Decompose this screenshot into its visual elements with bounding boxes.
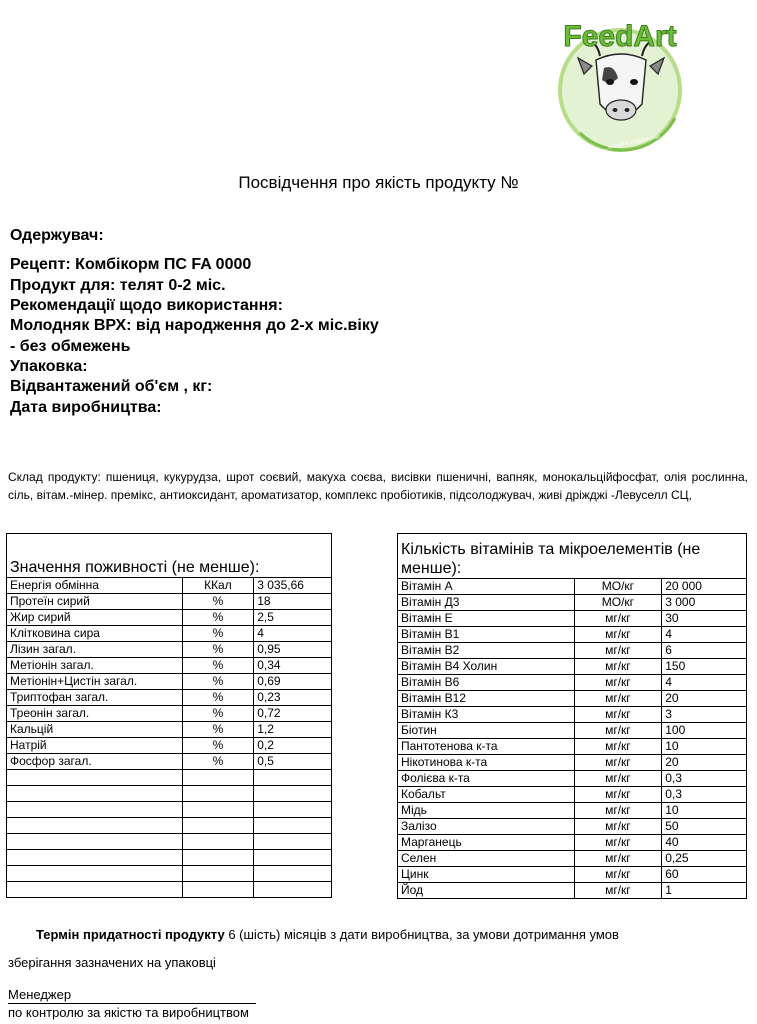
row-value: 40 [662, 835, 747, 851]
empty-cell [7, 818, 183, 834]
row-name: Біотин [398, 723, 575, 739]
table-row [7, 706, 332, 722]
row-value: 4 [662, 675, 747, 691]
row-name: Селен [398, 851, 575, 867]
empty-cell [254, 850, 332, 866]
shelf-life-line [36, 927, 619, 942]
row-name: Кальцій [7, 722, 183, 738]
row-unit: мг/кг [574, 643, 662, 659]
empty-row [7, 866, 332, 882]
empty-row [7, 882, 332, 898]
empty-row [7, 802, 332, 818]
empty-cell [182, 770, 254, 786]
row-unit: мг/кг [574, 659, 662, 675]
table-row [398, 851, 747, 867]
row-name: Клітковина сира [7, 626, 183, 642]
empty-cell [182, 882, 254, 898]
no-limit-line: - без обмежень [10, 338, 131, 355]
row-unit: мг/кг [574, 835, 662, 851]
row-value: 0,5 [254, 754, 332, 770]
row-name: Вітамін В1 [398, 627, 575, 643]
empty-row [7, 786, 332, 802]
vitamins-table [397, 533, 747, 899]
vitamins-caption: Кількість вітамінів та мікроелементів (не менше): [398, 534, 747, 579]
empty-cell [254, 834, 332, 850]
row-unit: % [182, 690, 254, 706]
row-unit: мг/кг [574, 787, 662, 803]
table-row [398, 723, 747, 739]
row-value: 20 000 [662, 579, 747, 595]
table-row [7, 610, 332, 626]
feedart-logo [540, 8, 700, 158]
row-unit: % [182, 610, 254, 626]
table-row [398, 755, 747, 771]
row-unit: мг/кг [574, 803, 662, 819]
empty-row [7, 834, 332, 850]
table-row [7, 594, 332, 610]
empty-cell [182, 802, 254, 818]
row-value: 4 [254, 626, 332, 642]
row-value: 0,23 [254, 690, 332, 706]
row-unit: мг/кг [574, 883, 662, 899]
table-row [398, 771, 747, 787]
row-name: Лізин загал. [7, 642, 183, 658]
row-name: Вітамін В4 Холин [398, 659, 575, 675]
row-unit: % [182, 722, 254, 738]
row-name: Йод [398, 883, 575, 899]
row-name: Триптофан загал. [7, 690, 183, 706]
row-unit: мг/кг [574, 739, 662, 755]
row-unit: МО/кг [574, 579, 662, 595]
table-row [398, 675, 747, 691]
row-name: Жир сирий [7, 610, 183, 626]
row-unit: мг/кг [574, 851, 662, 867]
composition-text: Склад продукту: пшениця, кукурудза, шрот соєвий, макуха соєва, висівки пшеничні, вапняк, монокальційфосфат, олія рослинна, сіль, вітам.-мінер. премікс, антиоксидант, ароматизатор, комплекс пробіотиків, підсолоджувач, живі дріжджі -Левуселл СЦ, [8, 470, 748, 502]
row-value: 4 [662, 627, 747, 643]
empty-cell [7, 786, 183, 802]
row-unit: % [182, 626, 254, 642]
young-stock-line: Молодняк ВРХ: від народження до 2-х міс.віку [10, 317, 379, 334]
row-name: Протеїн сирий [7, 594, 183, 610]
empty-cell [254, 882, 332, 898]
row-value: 0,95 [254, 642, 332, 658]
row-name: Енергія обмінна [7, 578, 183, 594]
table-row [398, 739, 747, 755]
row-name: Нікотинова к-та [398, 755, 575, 771]
row-unit: мг/кг [574, 627, 662, 643]
empty-cell [182, 866, 254, 882]
packaging-label: Упаковка: [10, 358, 88, 375]
table-row [398, 803, 747, 819]
table-row [398, 595, 747, 611]
row-name: Фосфор загал. [7, 754, 183, 770]
empty-row [7, 850, 332, 866]
table-row [398, 883, 747, 899]
row-unit: мг/кг [574, 611, 662, 627]
empty-row [7, 818, 332, 834]
row-name: Мідь [398, 803, 575, 819]
row-name: Марганець [398, 835, 575, 851]
recipe-line: Рецепт: Комбікорм ПС FA 0000 [10, 256, 252, 273]
empty-cell [182, 818, 254, 834]
table-row [398, 707, 747, 723]
row-value: 1,2 [254, 722, 332, 738]
row-value: 3 [662, 707, 747, 723]
row-name: Залізо [398, 819, 575, 835]
empty-cell [7, 882, 183, 898]
empty-cell [7, 850, 183, 866]
row-value: 2,5 [254, 610, 332, 626]
row-unit: % [182, 706, 254, 722]
table-row [7, 738, 332, 754]
empty-cell [7, 834, 183, 850]
row-name: Натрій [7, 738, 183, 754]
row-name: Пантотенова к-та [398, 739, 575, 755]
manager-role: по контролю за якістю та виробництвом [8, 1005, 249, 1020]
row-unit: мг/кг [574, 707, 662, 723]
vitamins-caption-row [398, 534, 747, 579]
table-row [7, 754, 332, 770]
row-unit: % [182, 642, 254, 658]
row-value: 50 [662, 819, 747, 835]
row-unit: мг/кг [574, 691, 662, 707]
row-value: 30 [662, 611, 747, 627]
empty-cell [254, 818, 332, 834]
table-row [398, 579, 747, 595]
row-name: Фолієва к-та [398, 771, 575, 787]
row-value: 0,69 [254, 674, 332, 690]
row-value: 3 035,66 [254, 578, 332, 594]
row-name: Метіонін загал. [7, 658, 183, 674]
row-value: 0,2 [254, 738, 332, 754]
row-value: 0,25 [662, 851, 747, 867]
product-for-line: Продукт для: телят 0-2 міс. [10, 277, 226, 294]
row-name: Вітамін К3 [398, 707, 575, 723]
empty-cell [7, 802, 183, 818]
row-unit: мг/кг [574, 755, 662, 771]
logo-brand-text: FeedArt [563, 20, 677, 53]
row-value: 0,72 [254, 706, 332, 722]
row-name: Вітамін В6 [398, 675, 575, 691]
table-row [7, 722, 332, 738]
table-row [398, 835, 747, 851]
production-date-label: Дата виробництва: [10, 399, 162, 416]
document-title: Посвідчення про якість продукту № [238, 173, 519, 192]
table-row [398, 691, 747, 707]
row-unit: % [182, 674, 254, 690]
row-value: 6 [662, 643, 747, 659]
row-name: Треонін загал. [7, 706, 183, 722]
table-row [398, 627, 747, 643]
row-value: 3 000 [662, 595, 747, 611]
empty-cell [254, 770, 332, 786]
shipped-volume-label: Відвантажений об'єм , кг: [10, 378, 213, 395]
row-value: 0,3 [662, 787, 747, 803]
row-name: Кобальт [398, 787, 575, 803]
row-value: 20 [662, 691, 747, 707]
empty-cell [182, 786, 254, 802]
shelf-life-label: Термін придатності продукту [36, 927, 225, 942]
row-unit: мг/кг [574, 675, 662, 691]
table-row [398, 787, 747, 803]
recipient-label: Одержувач: [10, 227, 104, 244]
row-value: 10 [662, 803, 747, 819]
table-row [7, 626, 332, 642]
row-value: 100 [662, 723, 747, 739]
logo-slogan-text: ...магнітні годування! [602, 134, 661, 152]
row-value: 20 [662, 755, 747, 771]
empty-row [7, 770, 332, 786]
empty-cell [254, 802, 332, 818]
row-name: Цинк [398, 867, 575, 883]
manager-label: Менеджер [8, 987, 72, 1002]
row-name: Метіонін+Цистін загал. [7, 674, 183, 690]
row-value: 1 [662, 883, 747, 899]
table-row [7, 658, 332, 674]
table-row [7, 578, 332, 594]
row-value: 60 [662, 867, 747, 883]
recommendations-label: Рекомендації щодо використання: [10, 297, 283, 314]
row-unit: мг/кг [574, 819, 662, 835]
row-value: 0,34 [254, 658, 332, 674]
empty-cell [7, 770, 183, 786]
storage-line: зберігання зазначених на упаковці [8, 955, 216, 970]
table-row [398, 611, 747, 627]
empty-cell [182, 850, 254, 866]
row-unit: мг/кг [574, 723, 662, 739]
row-unit: % [182, 594, 254, 610]
nutrition-caption-row [7, 534, 332, 578]
table-row [398, 867, 747, 883]
table-row [398, 659, 747, 675]
empty-cell [182, 834, 254, 850]
table-row [7, 642, 332, 658]
row-unit: МО/кг [574, 595, 662, 611]
nutrition-caption: Значення поживності (не менше): [7, 534, 332, 578]
row-unit: мг/кг [574, 867, 662, 883]
empty-cell [254, 866, 332, 882]
row-unit: ККал [182, 578, 254, 594]
shelf-life-text: 6 (шість) місяців з дати виробництва, за умови дотримання умов [228, 927, 619, 942]
nutrition-table [6, 533, 332, 898]
row-unit: % [182, 754, 254, 770]
empty-cell [7, 866, 183, 882]
row-value: 10 [662, 739, 747, 755]
row-name: Вітамін В2 [398, 643, 575, 659]
signature-line [8, 1003, 256, 1004]
table-row [398, 819, 747, 835]
empty-cell [254, 786, 332, 802]
table-row [7, 674, 332, 690]
table-row [398, 643, 747, 659]
row-name: Вітамін Д3 [398, 595, 575, 611]
row-unit: % [182, 658, 254, 674]
row-name: Вітамін Е [398, 611, 575, 627]
row-unit: мг/кг [574, 771, 662, 787]
row-value: 0,3 [662, 771, 747, 787]
table-row [7, 690, 332, 706]
row-name: Вітамін А [398, 579, 575, 595]
row-unit: % [182, 738, 254, 754]
row-value: 18 [254, 594, 332, 610]
row-value: 150 [662, 659, 747, 675]
row-name: Вітамін В12 [398, 691, 575, 707]
